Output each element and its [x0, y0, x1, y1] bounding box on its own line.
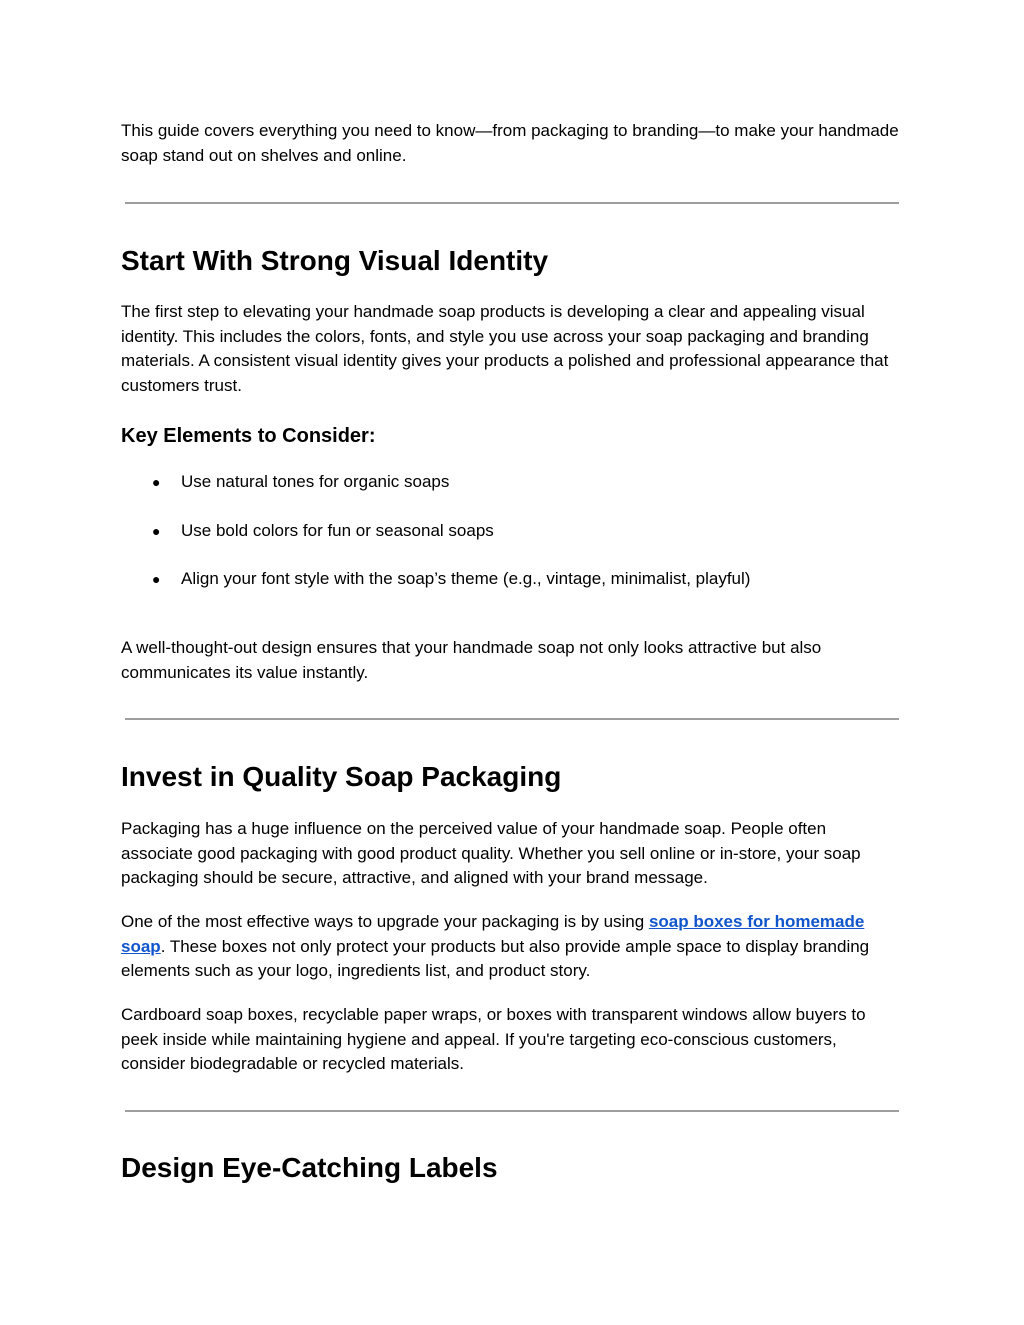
section-heading-visual-identity: Start With Strong Visual Identity [121, 245, 549, 276]
bullet-icon: ● [152, 571, 161, 587]
bullet-icon: ● [152, 522, 161, 539]
horizontal-divider [125, 718, 899, 720]
list-item [121, 470, 901, 494]
list-item-text: Use natural tones for organic soaps [181, 472, 450, 491]
list-item-text: Align your font style with the soap’s theme (e.g., vintage, minimalist, playful) [181, 569, 751, 588]
key-elements-subheading: Key Elements to Consider: [121, 425, 376, 447]
packaging-paragraph-1: Packaging has a huge influence on the perceived value of your handmade soap. People often associate good packaging with good product quality. Whether you sell online or in-store, your soap packaging should be secure, attractive, and aligned with your brand message. [121, 819, 861, 887]
packaging-paragraph-3: Cardboard soap boxes, recyclable paper wraps, or boxes with transparent windows allow buyers to peek inside while maintaining hygiene and appeal. If you're targeting eco-conscious customers, consider biodegradable or recycled materials. [121, 1005, 866, 1073]
packaging-paragraph-2 [121, 910, 901, 984]
intro-paragraph: This guide covers everything you need to know—from packaging to branding—to make your handmade soap stand out on shelves and online. [121, 121, 899, 165]
section-heading-packaging: Invest in Quality Soap Packaging [121, 761, 562, 792]
section-heading-labels: Design Eye-Catching Labels [121, 1152, 498, 1183]
packaging-paragraph-2-start: One of the most effective ways to upgrade your packaging is by using [121, 912, 649, 931]
soap-boxes-link[interactable]: soap boxes for homemade soap [121, 912, 865, 956]
visual-identity-paragraph: The first step to elevating your handmade soap products is developing a clear and appealing visual identity. This includes the colors, fonts, and style you use across your soap packaging and branding materials. A consistent visual identity gives your products a polished and professional appearance that customers trust. [121, 302, 889, 395]
list-item [121, 519, 901, 543]
packaging-paragraph-2-end: . These boxes not only protect your products but also provide ample space to display branding elements such as your logo, ingredients list, and product story. [121, 936, 870, 980]
list-item-text: Use bold colors for fun or seasonal soaps [181, 520, 494, 540]
horizontal-divider [125, 202, 899, 204]
visual-identity-closing-paragraph: A well-thought-out design ensures that your handmade soap not only looks attractive but also communicates its value instantly. [121, 638, 822, 682]
horizontal-divider [125, 1110, 899, 1112]
key-elements-list [121, 470, 901, 616]
bullet-icon: ● [152, 474, 161, 490]
list-item [121, 567, 901, 591]
